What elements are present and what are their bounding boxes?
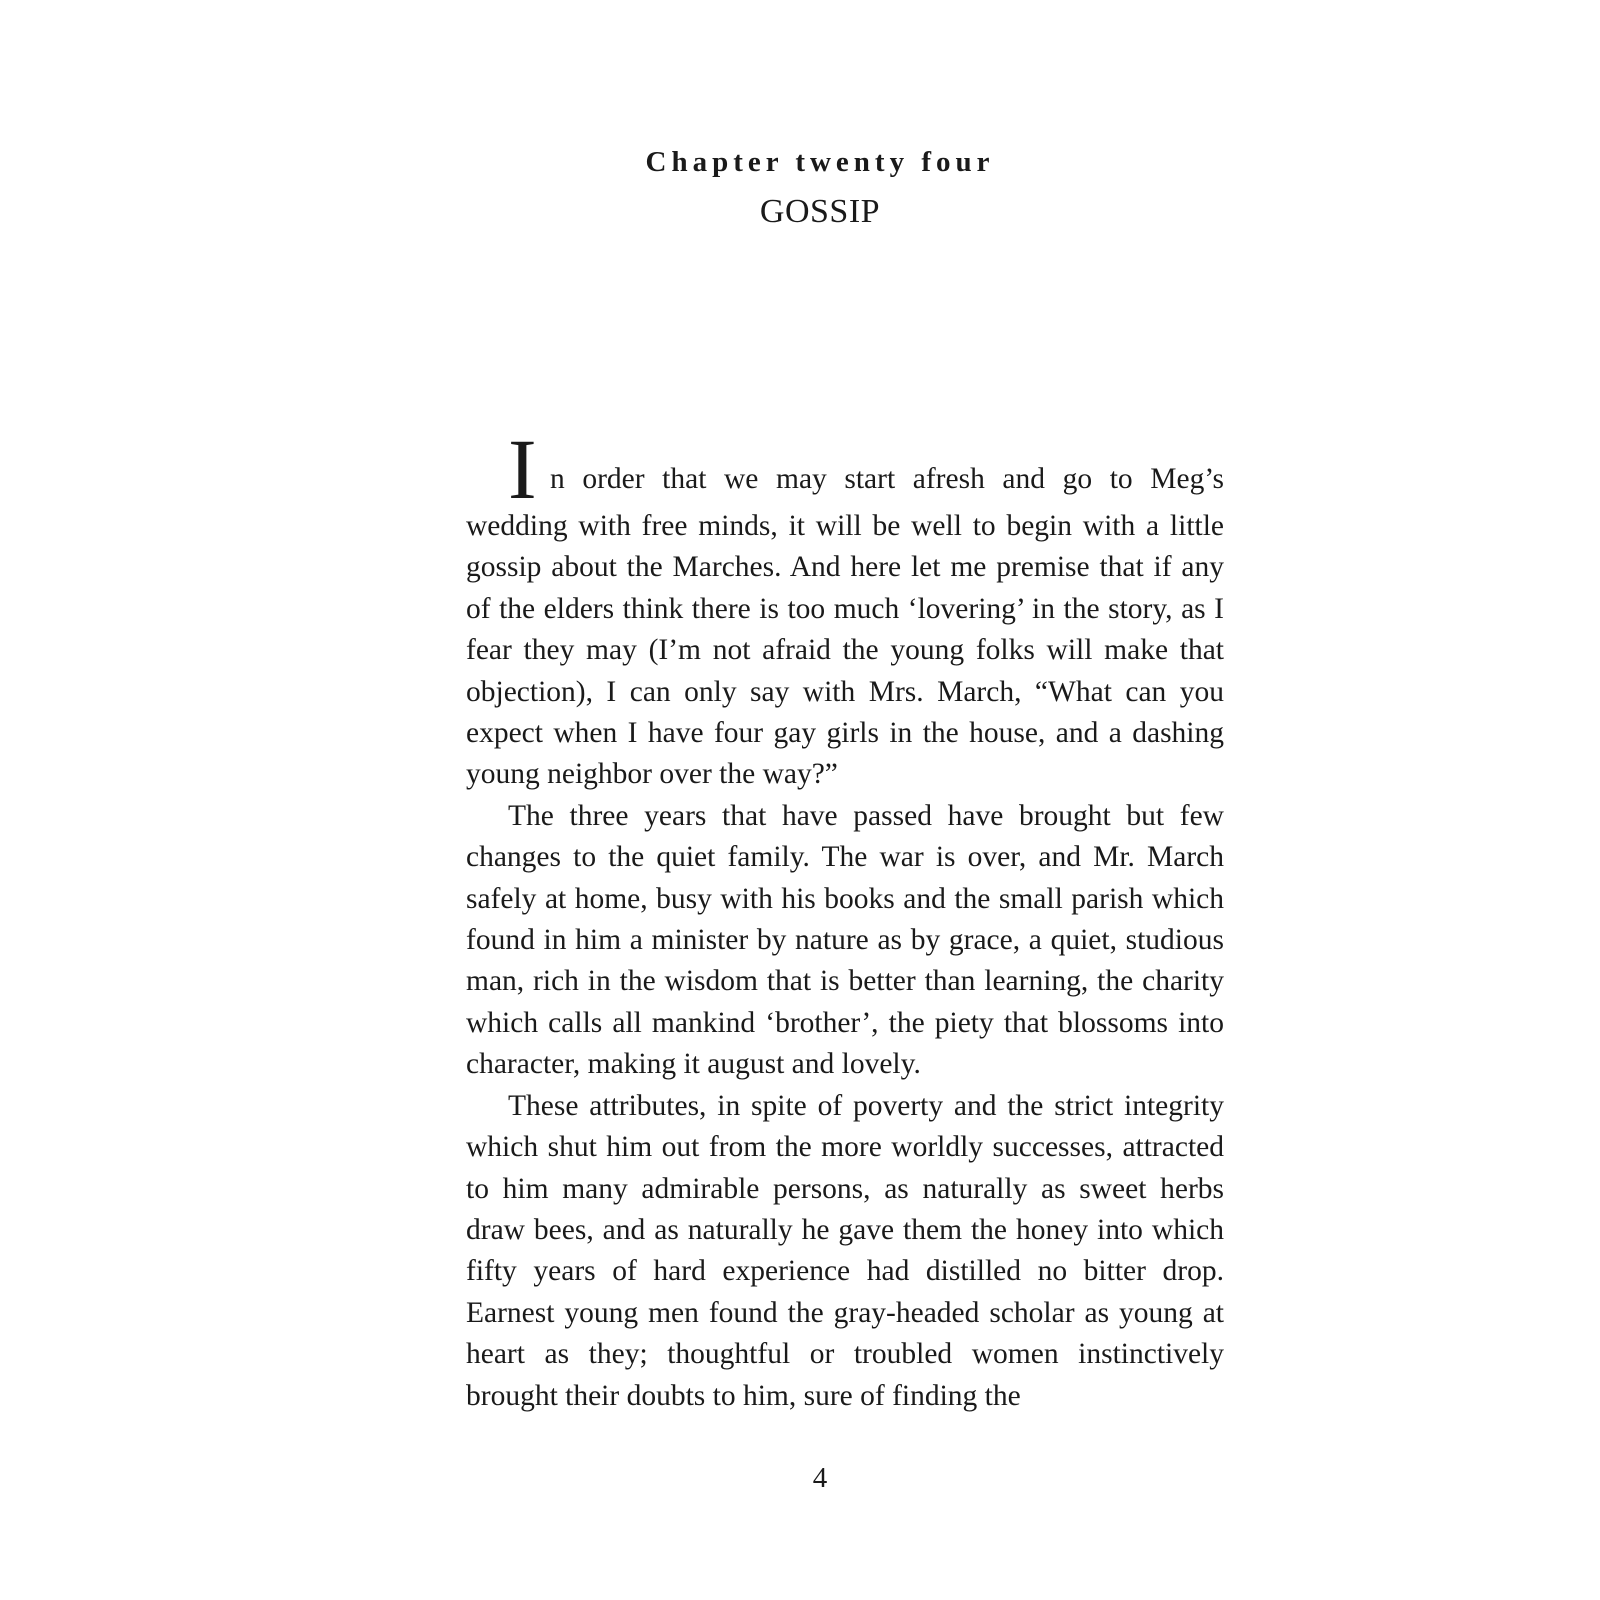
chapter-title: GOSSIP — [759, 193, 881, 230]
chapter-label: Chapter twenty four — [645, 146, 995, 178]
drop-cap: I — [508, 421, 537, 517]
paragraph-1: wedding with free minds, it will be well to begin with a little gossip about the Marches. And here let me premise that if any of the elders think there is too much ‘lovering’ in the story, as I fear they may (I’m not afraid the young folks will make that objection), I can only say with Mrs. March, “What can you expect when I have four gay girls in the house, and a dashing young neighbor over the way?” — [466, 510, 1224, 791]
first-line-text: n order that we may start afresh and go to Meg’s — [550, 462, 1224, 495]
page-number: 4 — [812, 1462, 828, 1494]
paragraph-2: The three years that have passed have brought but few changes to the quiet family. The war is over, and Mr. March safely at home, busy with his books and the small parish which found in him a minister by nature as by grace, a quiet, studious man, rich in the wisdom that is better than learning, the charity which calls all mankind ‘brother’, the piety that blossoms into character, making it august and lovely. — [466, 799, 1224, 1081]
paragraph-3: These attributes, in spite of poverty and the strict integrity which shut him out from the more worldly successes, attracted to him many admirable persons, as naturally as sweet herbs draw bees, and as naturally he gave them the honey into which fifty years of hard experience had distilled no bitter drop. Earnest young men found the gray-headed scholar as young at heart as they; thoughtful or troubled women instinctively brought their doubts to him, sure of finding the — [466, 1089, 1224, 1412]
chapter-body — [466, 421, 1224, 1417]
first-line — [466, 421, 1224, 517]
